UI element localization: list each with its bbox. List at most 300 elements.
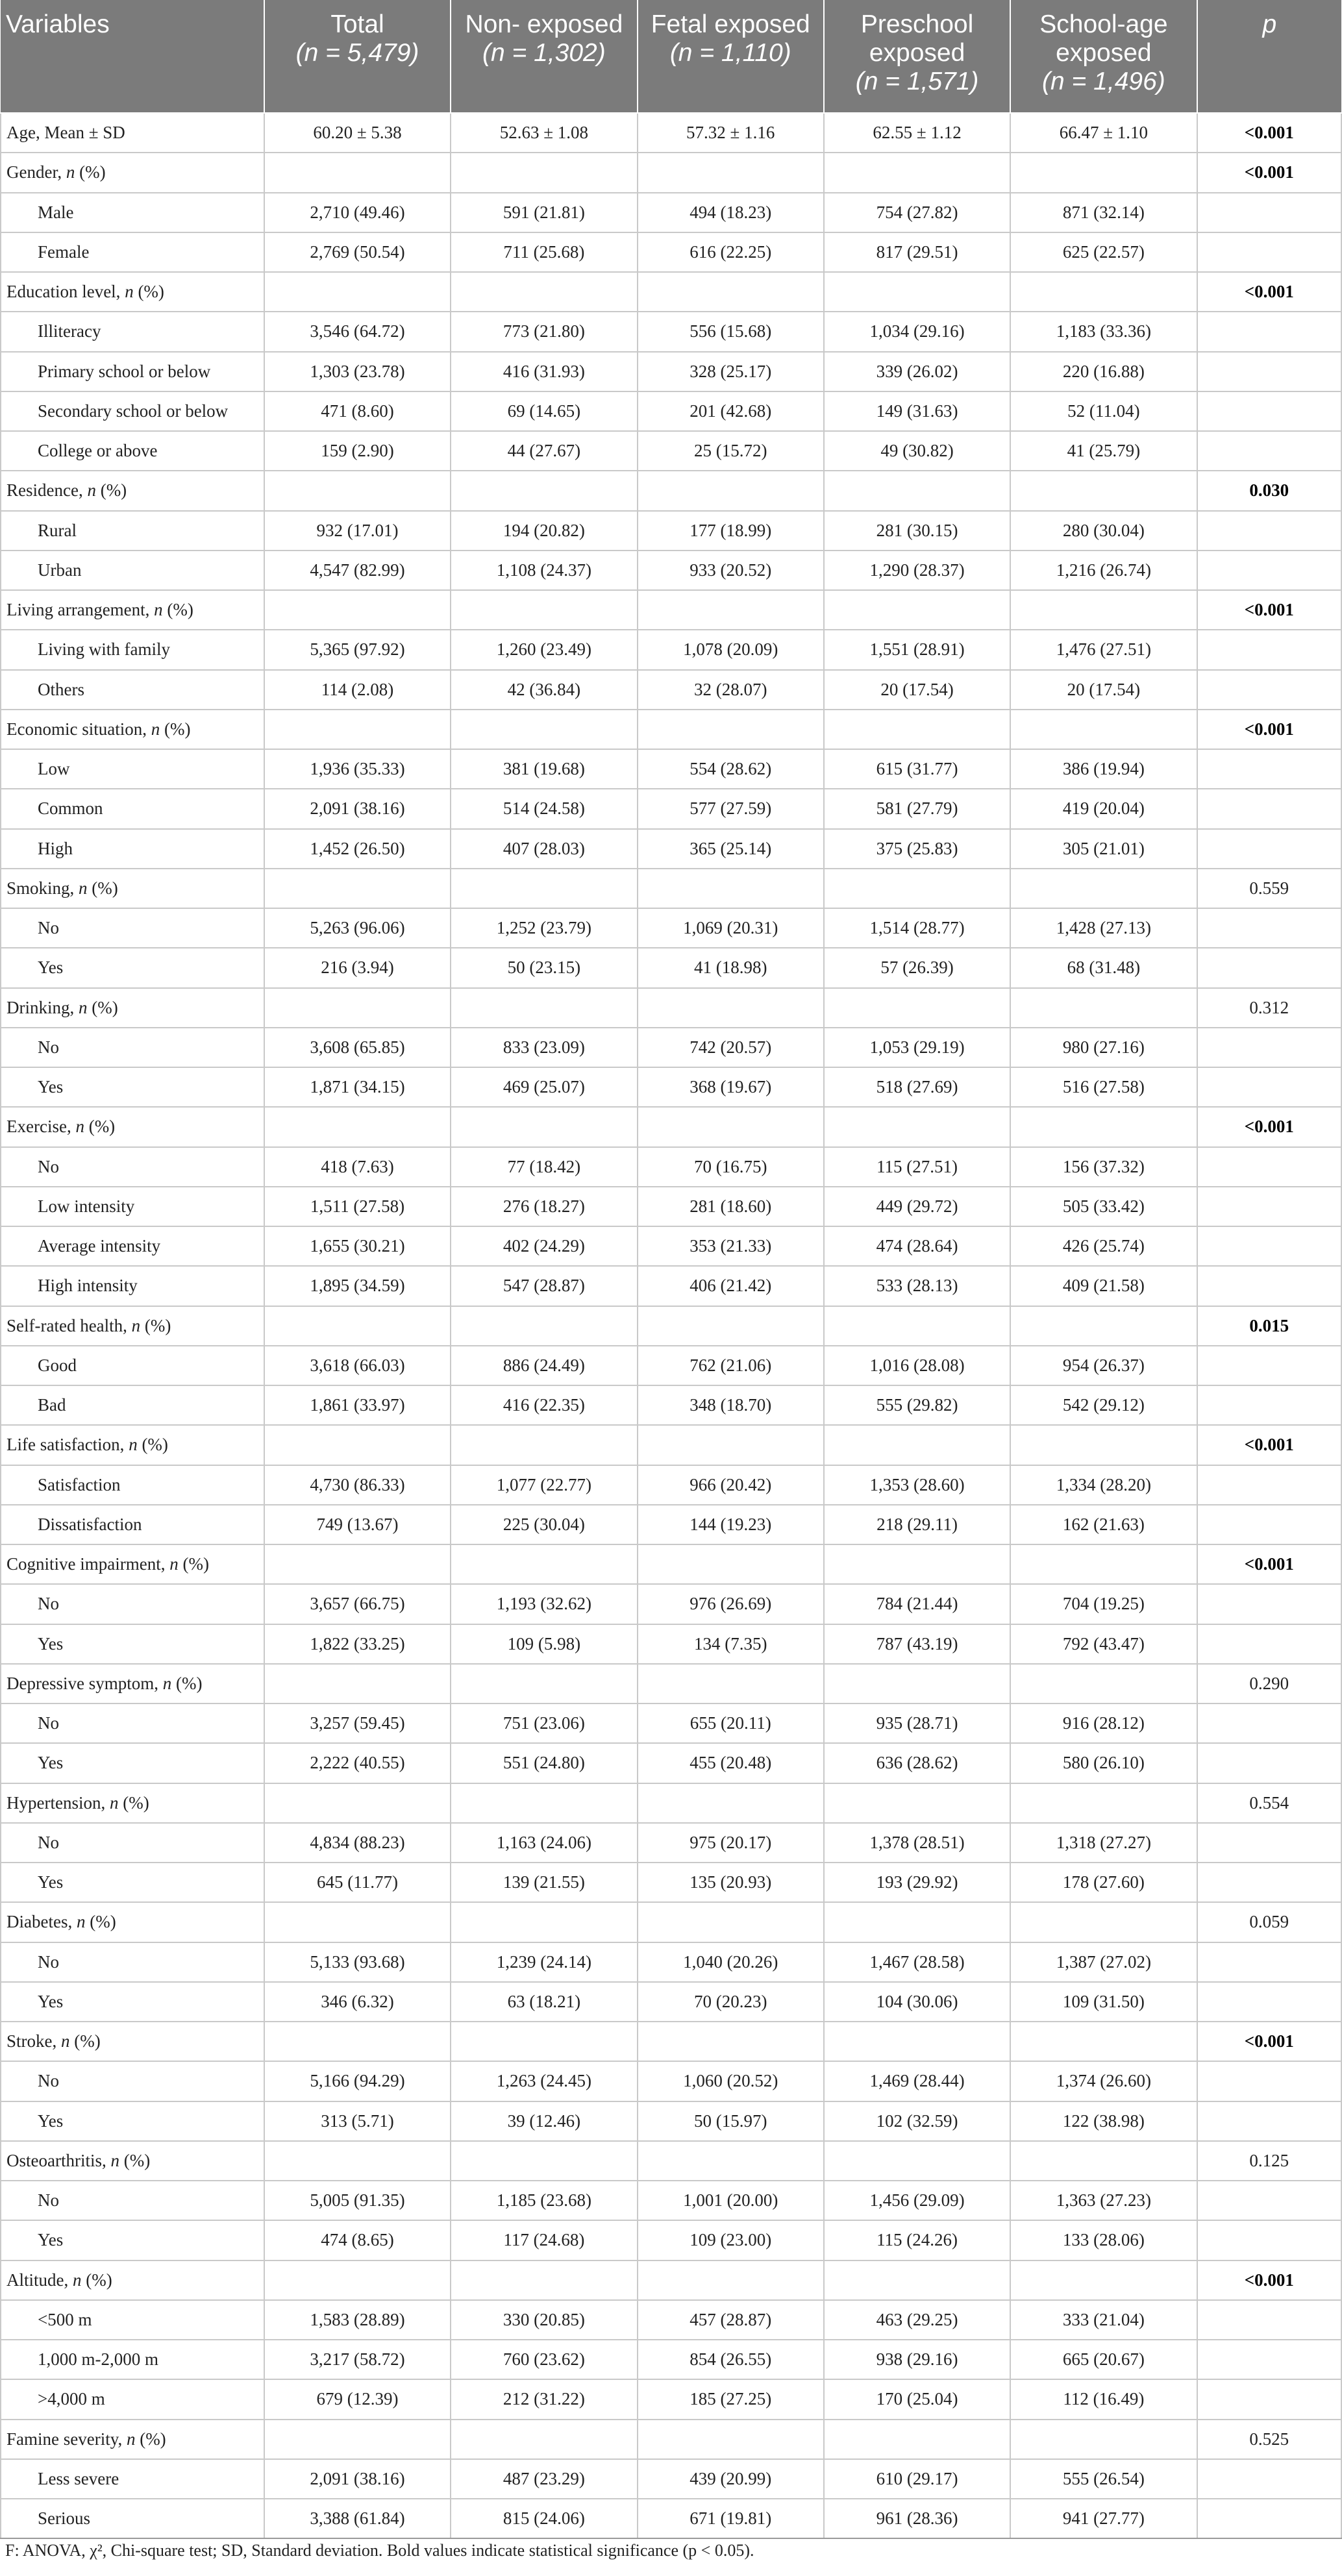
- value-cell: 52 (11.04): [1010, 391, 1197, 431]
- p-value-cell: <0.001: [1197, 1107, 1341, 1146]
- p-value-cell: [1197, 352, 1341, 391]
- value-cell: 280 (30.04): [1010, 511, 1197, 551]
- p-value-cell: 0.312: [1197, 988, 1341, 1028]
- value-cell: 580 (26.10): [1010, 1743, 1197, 1783]
- variable-label-cell: Male: [1, 193, 264, 232]
- variable-label-cell: Age, Mean ± SD: [1, 113, 264, 153]
- value-cell: 932 (17.01): [264, 511, 451, 551]
- value-cell: 1,034 (29.16): [824, 312, 1010, 351]
- table-row-variable: [1, 590, 1341, 630]
- table-row-variable: [1, 2022, 1341, 2061]
- value-cell: 3,608 (65.85): [264, 1028, 451, 1067]
- value-cell: 25 (15.72): [638, 431, 824, 471]
- value-cell: 416 (22.35): [451, 1385, 637, 1425]
- value-cell: 1,895 (34.59): [264, 1266, 451, 1306]
- value-cell: [638, 988, 824, 1028]
- value-cell: 41 (25.79): [1010, 431, 1197, 471]
- value-cell: 787 (43.19): [824, 1624, 1010, 1664]
- value-cell: 330 (20.85): [451, 2300, 637, 2340]
- value-cell: [824, 590, 1010, 630]
- value-cell: 20 (17.54): [1010, 670, 1197, 710]
- value-cell: [264, 272, 451, 312]
- variable-label-cell: Self-rated health, n (%): [1, 1306, 264, 1346]
- value-cell: [824, 1544, 1010, 1584]
- p-value-cell: <0.001: [1197, 2022, 1341, 2061]
- variable-label-cell: Others: [1, 670, 264, 710]
- table-row-category: [1, 1346, 1341, 1385]
- header-variables: Variables: [1, 0, 264, 113]
- value-cell: 980 (27.16): [1010, 1028, 1197, 1067]
- value-cell: [638, 2420, 824, 2459]
- value-cell: [1010, 2420, 1197, 2459]
- value-cell: 471 (8.60): [264, 391, 451, 431]
- value-cell: [264, 2260, 451, 2300]
- value-cell: 1,077 (22.77): [451, 1465, 637, 1505]
- value-cell: 616 (22.25): [638, 232, 824, 272]
- value-cell: 655 (20.11): [638, 1703, 824, 1743]
- table-row-category: [1, 193, 1341, 232]
- table-row-category: [1, 1465, 1341, 1505]
- value-cell: 4,547 (82.99): [264, 551, 451, 590]
- p-value-cell: [1197, 1982, 1341, 2022]
- value-cell: 185 (27.25): [638, 2379, 824, 2419]
- variable-label-cell: No: [1, 2061, 264, 2101]
- value-cell: [451, 590, 637, 630]
- p-value-cell: 0.290: [1197, 1664, 1341, 1703]
- variable-label-cell: Primary school or below: [1, 352, 264, 391]
- p-value-cell: [1197, 1863, 1341, 1902]
- value-cell: 455 (20.48): [638, 1743, 824, 1783]
- value-cell: [264, 2022, 451, 2061]
- p-value-cell: [1197, 2300, 1341, 2340]
- variable-label-cell: Economic situation, n (%): [1, 710, 264, 749]
- value-cell: 353 (21.33): [638, 1226, 824, 1266]
- p-value-cell: [1197, 1465, 1341, 1505]
- variable-label-cell: Illiteracy: [1, 312, 264, 351]
- header-fetal-exposed: [638, 0, 824, 113]
- p-value-cell: [1197, 232, 1341, 272]
- value-cell: [1010, 1664, 1197, 1703]
- value-cell: 1,185 (23.68): [451, 2181, 637, 2220]
- value-cell: 39 (12.46): [451, 2101, 637, 2141]
- value-cell: 1,263 (24.45): [451, 2061, 637, 2101]
- value-cell: 749 (13.67): [264, 1505, 451, 1544]
- value-cell: 1,040 (20.26): [638, 1942, 824, 1982]
- variable-label-cell: Osteoarthritis, n (%): [1, 2141, 264, 2181]
- table-row-category: [1, 2181, 1341, 2220]
- header-total: [264, 0, 451, 113]
- value-cell: 49 (30.82): [824, 431, 1010, 471]
- value-cell: 50 (23.15): [451, 948, 637, 987]
- table-row-variable: [1, 2141, 1341, 2181]
- value-cell: 328 (25.17): [638, 352, 824, 391]
- table-row-category: [1, 749, 1341, 789]
- value-cell: 4,730 (86.33): [264, 1465, 451, 1505]
- value-cell: 62.55 ± 1.12: [824, 113, 1010, 153]
- header-preschool-exposed-label: Preschool exposed: [860, 10, 974, 67]
- variable-label-cell: Exercise, n (%): [1, 1107, 264, 1146]
- value-cell: [1010, 2022, 1197, 2061]
- variable-label-cell: No: [1, 2181, 264, 2220]
- table-row-category: [1, 1584, 1341, 1624]
- value-cell: 1,053 (29.19): [824, 1028, 1010, 1067]
- value-cell: 636 (28.62): [824, 1743, 1010, 1783]
- value-cell: 1,387 (27.02): [1010, 1942, 1197, 1982]
- value-cell: 625 (22.57): [1010, 232, 1197, 272]
- value-cell: 339 (26.02): [824, 352, 1010, 391]
- value-cell: [264, 1306, 451, 1346]
- variable-label-cell: 1,000 m-2,000 m: [1, 2340, 264, 2379]
- value-cell: [264, 2141, 451, 2181]
- variable-label-cell: Common: [1, 789, 264, 828]
- value-cell: [451, 2022, 637, 2061]
- value-cell: 225 (30.04): [451, 1505, 637, 1544]
- value-cell: 52.63 ± 1.08: [451, 113, 637, 153]
- p-value-cell: [1197, 908, 1341, 948]
- value-cell: 68 (31.48): [1010, 948, 1197, 987]
- variable-label-cell: No: [1, 1942, 264, 1982]
- value-cell: 1,822 (33.25): [264, 1624, 451, 1664]
- variable-label-cell: Cognitive impairment, n (%): [1, 1544, 264, 1584]
- value-cell: [638, 2260, 824, 2300]
- table-row-category: [1, 2499, 1341, 2538]
- value-cell: 122 (38.98): [1010, 2101, 1197, 2141]
- p-value-cell: [1197, 1584, 1341, 1624]
- p-value-cell: 0.554: [1197, 1783, 1341, 1823]
- value-cell: [824, 1425, 1010, 1465]
- table-row-category: [1, 1624, 1341, 1664]
- variable-label-cell: Yes: [1, 1067, 264, 1107]
- value-cell: 139 (21.55): [451, 1863, 637, 1902]
- value-cell: 954 (26.37): [1010, 1346, 1197, 1385]
- p-value-cell: [1197, 630, 1341, 669]
- table-row-category: [1, 312, 1341, 351]
- value-cell: 5,263 (96.06): [264, 908, 451, 948]
- variable-label-cell: Good: [1, 1346, 264, 1385]
- p-value-cell: [1197, 2101, 1341, 2141]
- table-row-category: [1, 391, 1341, 431]
- table-row-variable: [1, 1783, 1341, 1823]
- value-cell: [1010, 1425, 1197, 1465]
- value-cell: 5,133 (93.68): [264, 1942, 451, 1982]
- value-cell: 386 (19.94): [1010, 749, 1197, 789]
- value-cell: 933 (20.52): [638, 551, 824, 590]
- variable-label-cell: >4,000 m: [1, 2379, 264, 2419]
- value-cell: 281 (18.60): [638, 1187, 824, 1226]
- table-row-category: [1, 1226, 1341, 1266]
- value-cell: 368 (19.67): [638, 1067, 824, 1107]
- variable-label-cell: Low intensity: [1, 1187, 264, 1226]
- value-cell: 976 (26.69): [638, 1584, 824, 1624]
- value-cell: 333 (21.04): [1010, 2300, 1197, 2340]
- variable-label-cell: Yes: [1, 1624, 264, 1664]
- value-cell: [824, 272, 1010, 312]
- p-value-cell: [1197, 1028, 1341, 1067]
- value-cell: 117 (24.68): [451, 2220, 637, 2260]
- value-cell: [1010, 1783, 1197, 1823]
- value-cell: 1,108 (24.37): [451, 551, 637, 590]
- table-row-category: [1, 352, 1341, 391]
- variable-label-cell: Living arrangement, n (%): [1, 590, 264, 630]
- value-cell: 975 (20.17): [638, 1823, 824, 1863]
- value-cell: [264, 2420, 451, 2459]
- variable-label-cell: No: [1, 1823, 264, 1863]
- variable-label-cell: Smoking, n (%): [1, 869, 264, 908]
- value-cell: 469 (25.07): [451, 1067, 637, 1107]
- header-school-age-exposed-label: School-age exposed: [1039, 10, 1168, 67]
- value-cell: 1,060 (20.52): [638, 2061, 824, 2101]
- table-row-variable: [1, 2420, 1341, 2459]
- p-value-cell: [1197, 1624, 1341, 1664]
- value-cell: [638, 153, 824, 192]
- value-cell: 439 (20.99): [638, 2459, 824, 2499]
- variable-label-cell: Hypertension, n (%): [1, 1783, 264, 1823]
- value-cell: 886 (24.49): [451, 1346, 637, 1385]
- p-value-cell: [1197, 1942, 1341, 1982]
- value-cell: 1,078 (20.09): [638, 630, 824, 669]
- value-cell: [824, 1664, 1010, 1703]
- value-cell: [1010, 710, 1197, 749]
- table-row-category: [1, 1266, 1341, 1306]
- table-row-variable: [1, 2260, 1341, 2300]
- table-row-category: [1, 2300, 1341, 2340]
- value-cell: [1010, 2260, 1197, 2300]
- value-cell: 178 (27.60): [1010, 1863, 1197, 1902]
- table-row-variable: [1, 1902, 1341, 1942]
- table-row-category: [1, 2459, 1341, 2499]
- header-non-exposed-n: (n = 1,302): [482, 39, 606, 67]
- value-cell: 5,005 (91.35): [264, 2181, 451, 2220]
- value-cell: 833 (23.09): [451, 1028, 637, 1067]
- value-cell: [451, 869, 637, 908]
- value-cell: [824, 2141, 1010, 2181]
- table-row-variable: [1, 153, 1341, 192]
- variable-label-cell: Yes: [1, 2220, 264, 2260]
- value-cell: 542 (29.12): [1010, 1385, 1197, 1425]
- value-cell: 1,583 (28.89): [264, 2300, 451, 2340]
- value-cell: [638, 471, 824, 510]
- variable-label-cell: Education level, n (%): [1, 272, 264, 312]
- p-value-cell: [1197, 789, 1341, 828]
- value-cell: 474 (28.64): [824, 1226, 1010, 1266]
- p-value-cell: [1197, 391, 1341, 431]
- value-cell: 1,069 (20.31): [638, 908, 824, 948]
- value-cell: [264, 869, 451, 908]
- p-value-cell: [1197, 829, 1341, 869]
- table-row-variable: [1, 1544, 1341, 1584]
- value-cell: 60.20 ± 5.38: [264, 113, 451, 153]
- value-cell: 381 (19.68): [451, 749, 637, 789]
- value-cell: [824, 2022, 1010, 2061]
- value-cell: 41 (18.98): [638, 948, 824, 987]
- p-value-cell: [1197, 312, 1341, 351]
- value-cell: 463 (29.25): [824, 2300, 1010, 2340]
- value-cell: 1,378 (28.51): [824, 1823, 1010, 1863]
- value-cell: [824, 869, 1010, 908]
- value-cell: 854 (26.55): [638, 2340, 824, 2379]
- value-cell: 5,166 (94.29): [264, 2061, 451, 2101]
- p-value-cell: [1197, 1147, 1341, 1187]
- value-cell: 3,618 (66.03): [264, 1346, 451, 1385]
- header-school-age-exposed: [1010, 0, 1197, 113]
- value-cell: [638, 590, 824, 630]
- value-cell: 1,163 (24.06): [451, 1823, 637, 1863]
- variable-label-cell: Yes: [1, 1743, 264, 1783]
- value-cell: [1010, 2141, 1197, 2181]
- value-cell: 162 (21.63): [1010, 1505, 1197, 1544]
- p-value-cell: [1197, 1703, 1341, 1743]
- value-cell: 115 (27.51): [824, 1147, 1010, 1187]
- p-value-cell: [1197, 1266, 1341, 1306]
- value-cell: 556 (15.68): [638, 312, 824, 351]
- table-row-category: [1, 2340, 1341, 2379]
- p-value-cell: 0.030: [1197, 471, 1341, 510]
- value-cell: 577 (27.59): [638, 789, 824, 828]
- value-cell: 1,511 (27.58): [264, 1187, 451, 1226]
- value-cell: 1,001 (20.00): [638, 2181, 824, 2220]
- value-cell: [451, 471, 637, 510]
- table-row-category: [1, 232, 1341, 272]
- table-row-category: [1, 1942, 1341, 1982]
- value-cell: 773 (21.80): [451, 312, 637, 351]
- value-cell: 554 (28.62): [638, 749, 824, 789]
- header-fetal-exposed-n: (n = 1,110): [669, 39, 791, 67]
- value-cell: 1,476 (27.51): [1010, 630, 1197, 669]
- variable-label-cell: Yes: [1, 1863, 264, 1902]
- value-cell: 754 (27.82): [824, 193, 1010, 232]
- variable-label-cell: Yes: [1, 2101, 264, 2141]
- value-cell: 711 (25.68): [451, 232, 637, 272]
- value-cell: 109 (31.50): [1010, 1982, 1197, 2022]
- p-value-cell: 0.059: [1197, 1902, 1341, 1942]
- table-row-category: [1, 948, 1341, 987]
- value-cell: 1,303 (23.78): [264, 352, 451, 391]
- p-value-cell: <0.001: [1197, 1544, 1341, 1584]
- variable-label-cell: Bad: [1, 1385, 264, 1425]
- value-cell: [638, 1783, 824, 1823]
- value-cell: 50 (15.97): [638, 2101, 824, 2141]
- value-cell: 762 (21.06): [638, 1346, 824, 1385]
- table-row-variable: [1, 1425, 1341, 1465]
- value-cell: 1,363 (27.23): [1010, 2181, 1197, 2220]
- value-cell: 1,428 (27.13): [1010, 908, 1197, 948]
- value-cell: [264, 1544, 451, 1584]
- value-cell: [638, 1544, 824, 1584]
- value-cell: 70 (20.23): [638, 1982, 824, 2022]
- value-cell: [451, 1107, 637, 1146]
- value-cell: 494 (18.23): [638, 193, 824, 232]
- value-cell: 1,193 (32.62): [451, 1584, 637, 1624]
- variable-label-cell: No: [1, 1584, 264, 1624]
- value-cell: 109 (5.98): [451, 1624, 637, 1664]
- value-cell: 505 (33.42): [1010, 1187, 1197, 1226]
- variable-label-cell: No: [1, 1703, 264, 1743]
- value-cell: 156 (37.32): [1010, 1147, 1197, 1187]
- value-cell: 916 (28.12): [1010, 1703, 1197, 1743]
- p-value-cell: <0.001: [1197, 153, 1341, 192]
- variable-label-cell: Low: [1, 749, 264, 789]
- value-cell: 555 (29.82): [824, 1385, 1010, 1425]
- value-cell: 133 (28.06): [1010, 2220, 1197, 2260]
- value-cell: 112 (16.49): [1010, 2379, 1197, 2419]
- variable-label-cell: High intensity: [1, 1266, 264, 1306]
- value-cell: [824, 1902, 1010, 1942]
- value-cell: 416 (31.93): [451, 352, 637, 391]
- variable-label-cell: Dissatisfaction: [1, 1505, 264, 1544]
- value-cell: 375 (25.83): [824, 829, 1010, 869]
- variable-label-cell: Average intensity: [1, 1226, 264, 1266]
- value-cell: 784 (21.44): [824, 1584, 1010, 1624]
- table-row-category: [1, 2379, 1341, 2419]
- header-total-n: (n = 5,479): [295, 39, 419, 67]
- p-value-cell: <0.001: [1197, 272, 1341, 312]
- value-cell: [1010, 1902, 1197, 1942]
- value-cell: 679 (12.39): [264, 2379, 451, 2419]
- value-cell: [638, 1664, 824, 1703]
- value-cell: 1,334 (28.20): [1010, 1465, 1197, 1505]
- p-value-cell: <0.001: [1197, 710, 1341, 749]
- value-cell: [824, 153, 1010, 192]
- table-row-category: [1, 1743, 1341, 1783]
- table-row-category: [1, 670, 1341, 710]
- value-cell: 487 (23.29): [451, 2459, 637, 2499]
- p-value-cell: <0.001: [1197, 2260, 1341, 2300]
- p-value-cell: [1197, 431, 1341, 471]
- variable-label-cell: No: [1, 908, 264, 948]
- p-value-cell: 0.015: [1197, 1306, 1341, 1346]
- variable-label-cell: <500 m: [1, 2300, 264, 2340]
- table-row-category: [1, 1703, 1341, 1743]
- value-cell: 935 (28.71): [824, 1703, 1010, 1743]
- value-cell: [264, 1107, 451, 1146]
- value-cell: 32 (28.07): [638, 670, 824, 710]
- value-cell: 760 (23.62): [451, 2340, 637, 2379]
- value-cell: 704 (19.25): [1010, 1584, 1197, 1624]
- table-row-category: [1, 1823, 1341, 1863]
- value-cell: [824, 2420, 1010, 2459]
- value-cell: 555 (26.54): [1010, 2459, 1197, 2499]
- table-row-variable: [1, 272, 1341, 312]
- value-cell: 348 (18.70): [638, 1385, 824, 1425]
- variable-label-cell: No: [1, 1028, 264, 1067]
- value-cell: 220 (16.88): [1010, 352, 1197, 391]
- table-row-category: [1, 1147, 1341, 1187]
- p-value-cell: [1197, 1226, 1341, 1266]
- p-value-cell: [1197, 2220, 1341, 2260]
- value-cell: 2,091 (38.16): [264, 2459, 451, 2499]
- value-cell: 1,467 (28.58): [824, 1942, 1010, 1982]
- value-cell: 1,260 (23.49): [451, 630, 637, 669]
- header-fetal-exposed-label: Fetal exposed: [651, 10, 810, 38]
- table-row-category: [1, 1863, 1341, 1902]
- value-cell: [451, 1783, 637, 1823]
- p-value-cell: [1197, 1346, 1341, 1385]
- value-cell: 751 (23.06): [451, 1703, 637, 1743]
- header-p-label: p: [1262, 10, 1277, 38]
- value-cell: 346 (6.32): [264, 1982, 451, 2022]
- value-cell: 610 (29.17): [824, 2459, 1010, 2499]
- variable-label-cell: College or above: [1, 431, 264, 471]
- p-value-cell: <0.001: [1197, 1425, 1341, 1465]
- value-cell: [638, 2022, 824, 2061]
- value-cell: [638, 710, 824, 749]
- table-row-variable: [1, 1664, 1341, 1703]
- value-cell: 551 (24.80): [451, 1743, 637, 1783]
- value-cell: [451, 1664, 637, 1703]
- value-cell: 281 (30.15): [824, 511, 1010, 551]
- p-value-cell: 0.525: [1197, 2420, 1341, 2459]
- table-footnote: F: ANOVA, χ², Chi-square test; SD, Standard deviation. Bold values indicate statistical significance (p < 0.05).: [5, 2541, 754, 2560]
